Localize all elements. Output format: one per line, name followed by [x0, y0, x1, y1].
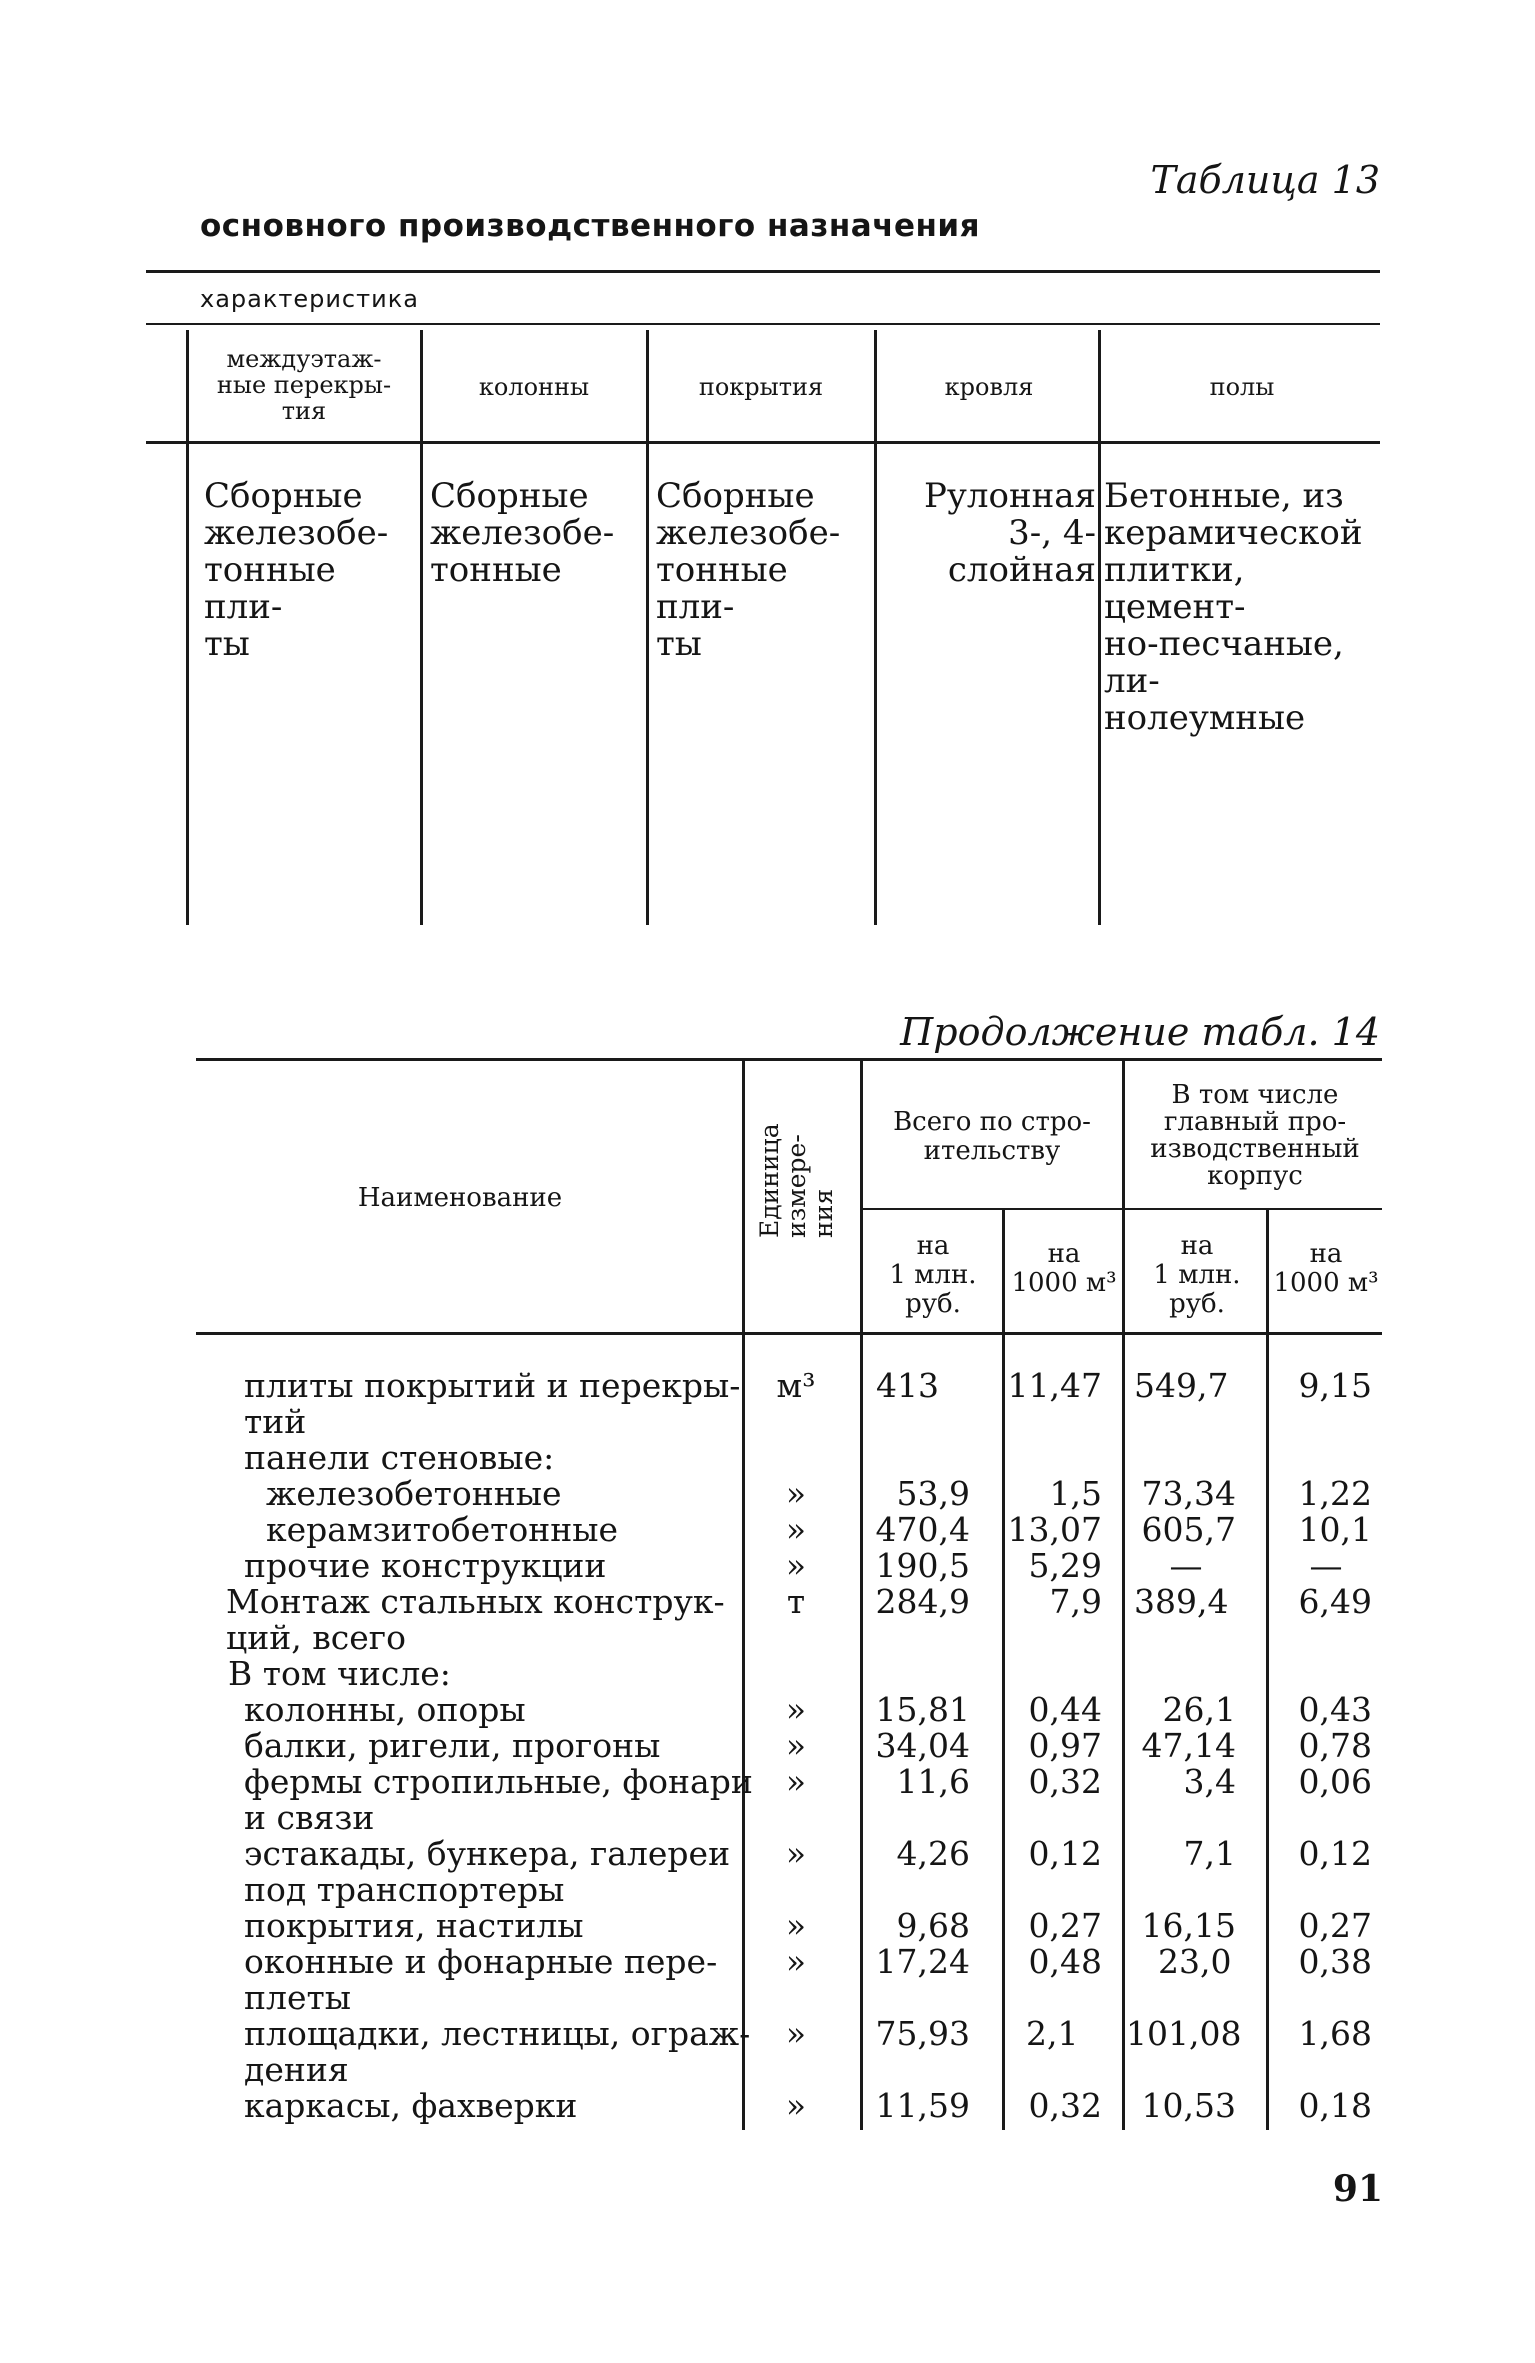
row-main-per-mln: 7,1 [1183, 1834, 1236, 1873]
row-main-per-mln: 3,4 [1183, 1762, 1236, 1801]
row-name: фермы стропильные, фонари и связи [244, 1762, 753, 1837]
table13-col-header-columns: колонны [478, 373, 590, 401]
row-unit: » [785, 1834, 807, 1873]
table13-cell-flooring: Бетонные, из керамической плитки, цемент- но-песчаные, ли- нолеумные [1104, 476, 1363, 738]
row-total-per-1000: 2,1 [1026, 2014, 1079, 2053]
table14-header-main-per-1000: на 1000 м³ [1273, 1239, 1379, 1298]
table14-header-main: В том числе главный про- изводственный корпус [1150, 1080, 1360, 1191]
row-total-per-1000: 11,47 [1007, 1366, 1102, 1405]
row-main-per-1000: 6,49 [1298, 1582, 1372, 1621]
row-total-per-mln: 53,9 [896, 1474, 970, 1513]
row-total-per-1000: 0,48 [1028, 1942, 1102, 1981]
table14-vline [1122, 1058, 1125, 2130]
row-unit: м³ [776, 1366, 816, 1405]
table14-header-total: Всего по стро- ительству [893, 1107, 1091, 1166]
table14-subheader-rule [862, 1208, 1382, 1210]
table13-header-rule [146, 441, 1380, 444]
row-total-per-mln: 15,81 [875, 1690, 970, 1729]
table13-caption: Таблица 13 [1150, 158, 1380, 202]
row-main-per-mln: 26,1 [1162, 1690, 1236, 1729]
table13-col-header-floors: междуэтаж- ные перекры- тия [216, 345, 392, 425]
row-unit: » [785, 1510, 807, 1549]
row-unit: » [785, 1690, 807, 1729]
table14-vline [860, 1058, 863, 2130]
table13-col-header-coverings: покрытия [698, 373, 824, 401]
row-main-per-mln: 47,14 [1141, 1726, 1236, 1765]
row-name: В том числе: [228, 1654, 451, 1693]
row-total-per-mln: 4,26 [896, 1834, 970, 1873]
row-total-per-mln: 17,24 [875, 1942, 970, 1981]
row-unit: » [785, 1726, 807, 1765]
row-total-per-mln: 413 [876, 1366, 939, 1405]
row-main-per-1000: 0,18 [1298, 2086, 1372, 2125]
row-name: керамзитобетонные [266, 1510, 619, 1549]
row-unit: » [785, 2014, 807, 2053]
row-main-per-1000: 1,22 [1298, 1474, 1372, 1513]
table14-header-main-per-mln: на 1 млн. руб. [1153, 1231, 1241, 1319]
row-unit: » [785, 1762, 807, 1801]
table14-header-total-per-1000: на 1000 м³ [1011, 1239, 1117, 1298]
table13-cell-columns: Сборные железобе- тонные [430, 476, 615, 590]
row-name: оконные и фонарные пере- плеты [244, 1942, 718, 2017]
page-number: 91 [1332, 2168, 1383, 2210]
row-unit: » [785, 1906, 807, 1945]
row-total-per-1000: 0,32 [1028, 2086, 1102, 2125]
table13-top-rule [146, 270, 1380, 273]
row-name: плиты покрытий и перекры- тий [244, 1366, 741, 1441]
table14-header-rule [196, 1332, 1382, 1335]
row-name: прочие конструкции [244, 1546, 607, 1585]
table13-vline [186, 330, 189, 925]
row-name: балки, ригели, прогоны [244, 1726, 661, 1765]
row-total-per-1000: 13,07 [1007, 1510, 1102, 1549]
row-name: колонны, опоры [244, 1690, 526, 1729]
row-total-per-mln: 75,93 [875, 2014, 970, 2053]
row-main-per-mln: 73,34 [1141, 1474, 1236, 1513]
row-main-per-1000: 0,06 [1298, 1762, 1372, 1801]
row-unit: » [785, 1474, 807, 1513]
row-total-per-mln: 9,68 [896, 1906, 970, 1945]
row-main-per-1000: 0,27 [1298, 1906, 1372, 1945]
row-unit: » [785, 1942, 807, 1981]
row-total-per-mln: 11,59 [875, 2086, 970, 2125]
row-total-per-mln: 34,04 [875, 1726, 970, 1765]
table14-vline [1002, 1210, 1005, 2130]
row-name: покрытия, настилы [244, 1906, 584, 1945]
row-main-per-1000: 0,43 [1298, 1690, 1372, 1729]
row-total-per-1000: 1,5 [1049, 1474, 1102, 1513]
table14-header-unit: Единица измере- ния [755, 1123, 838, 1238]
row-main-per-1000: 0,12 [1298, 1834, 1372, 1873]
row-main-per-mln: 605,7 [1141, 1510, 1236, 1549]
row-total-per-mln: 470,4 [875, 1510, 970, 1549]
table13-col-header-floors2: полы [1209, 373, 1275, 401]
table13-cell-coverings: Сборные железобе- тонные пли- ты [656, 476, 841, 664]
row-total-per-mln: 190,5 [875, 1546, 970, 1585]
row-total-per-1000: 0,27 [1028, 1906, 1102, 1945]
row-total-per-1000: 7,9 [1049, 1582, 1102, 1621]
table14-caption: Продолжение табл. 14 [900, 1010, 1380, 1054]
table13-cell-roofing: Рулонная 3-, 4-слойная [924, 476, 1096, 590]
row-name: площадки, лестницы, ограж- дения [244, 2014, 751, 2089]
row-name: эстакады, бункера, галереи под транспортеры [244, 1834, 731, 1909]
row-main-per-1000: 9,15 [1298, 1366, 1372, 1405]
table13-title: основного производственного назначения [200, 208, 981, 244]
table13-vline [646, 330, 649, 925]
row-main-per-mln: 549,7 [1134, 1366, 1229, 1405]
row-total-per-1000: 0,32 [1028, 1762, 1102, 1801]
table13-group-rule [146, 323, 1380, 325]
table13-vline [874, 330, 877, 925]
row-main-per-1000: — [1309, 1546, 1343, 1585]
row-unit: » [785, 1546, 807, 1585]
row-name: панели стеновые: [244, 1438, 555, 1477]
row-name: Монтаж стальных конструк- ций, всего [226, 1582, 725, 1657]
row-main-per-1000: 1,68 [1298, 2014, 1372, 2053]
table13-cell-floors: Сборные железобе- тонные пли- ты [204, 476, 389, 664]
row-main-per-1000: 10,1 [1298, 1510, 1372, 1549]
row-main-per-mln: 101,08 [1126, 2014, 1242, 2053]
table13-vline [420, 330, 423, 925]
row-total-per-1000: 5,29 [1028, 1546, 1102, 1585]
row-total-per-1000: 0,12 [1028, 1834, 1102, 1873]
table13-col-header-roofing: кровля [944, 373, 1034, 401]
row-total-per-1000: 0,97 [1028, 1726, 1102, 1765]
row-main-per-mln: 389,4 [1134, 1582, 1229, 1621]
row-total-per-mln: 11,6 [896, 1762, 970, 1801]
row-total-per-1000: 0,44 [1028, 1690, 1102, 1729]
row-unit: » [785, 2086, 807, 2125]
row-name: каркасы, фахверки [244, 2086, 578, 2125]
row-main-per-mln: 16,15 [1141, 1906, 1236, 1945]
table14-header-name: Наименование [357, 1183, 563, 1213]
row-unit: т [786, 1582, 806, 1621]
table14-header-total-per-mln: на 1 млн. руб. [889, 1231, 977, 1319]
row-main-per-mln: 23,0 [1158, 1942, 1232, 1981]
table13-vline [1098, 330, 1101, 925]
row-main-per-mln: 10,53 [1141, 2086, 1236, 2125]
row-name: железобетонные [266, 1474, 562, 1513]
row-main-per-1000: 0,78 [1298, 1726, 1372, 1765]
table14-vline [1266, 1210, 1269, 2130]
row-main-per-mln: — [1169, 1546, 1203, 1585]
row-total-per-mln: 284,9 [875, 1582, 970, 1621]
row-main-per-1000: 0,38 [1298, 1942, 1372, 1981]
table13-group-header: характеристика [200, 285, 419, 313]
